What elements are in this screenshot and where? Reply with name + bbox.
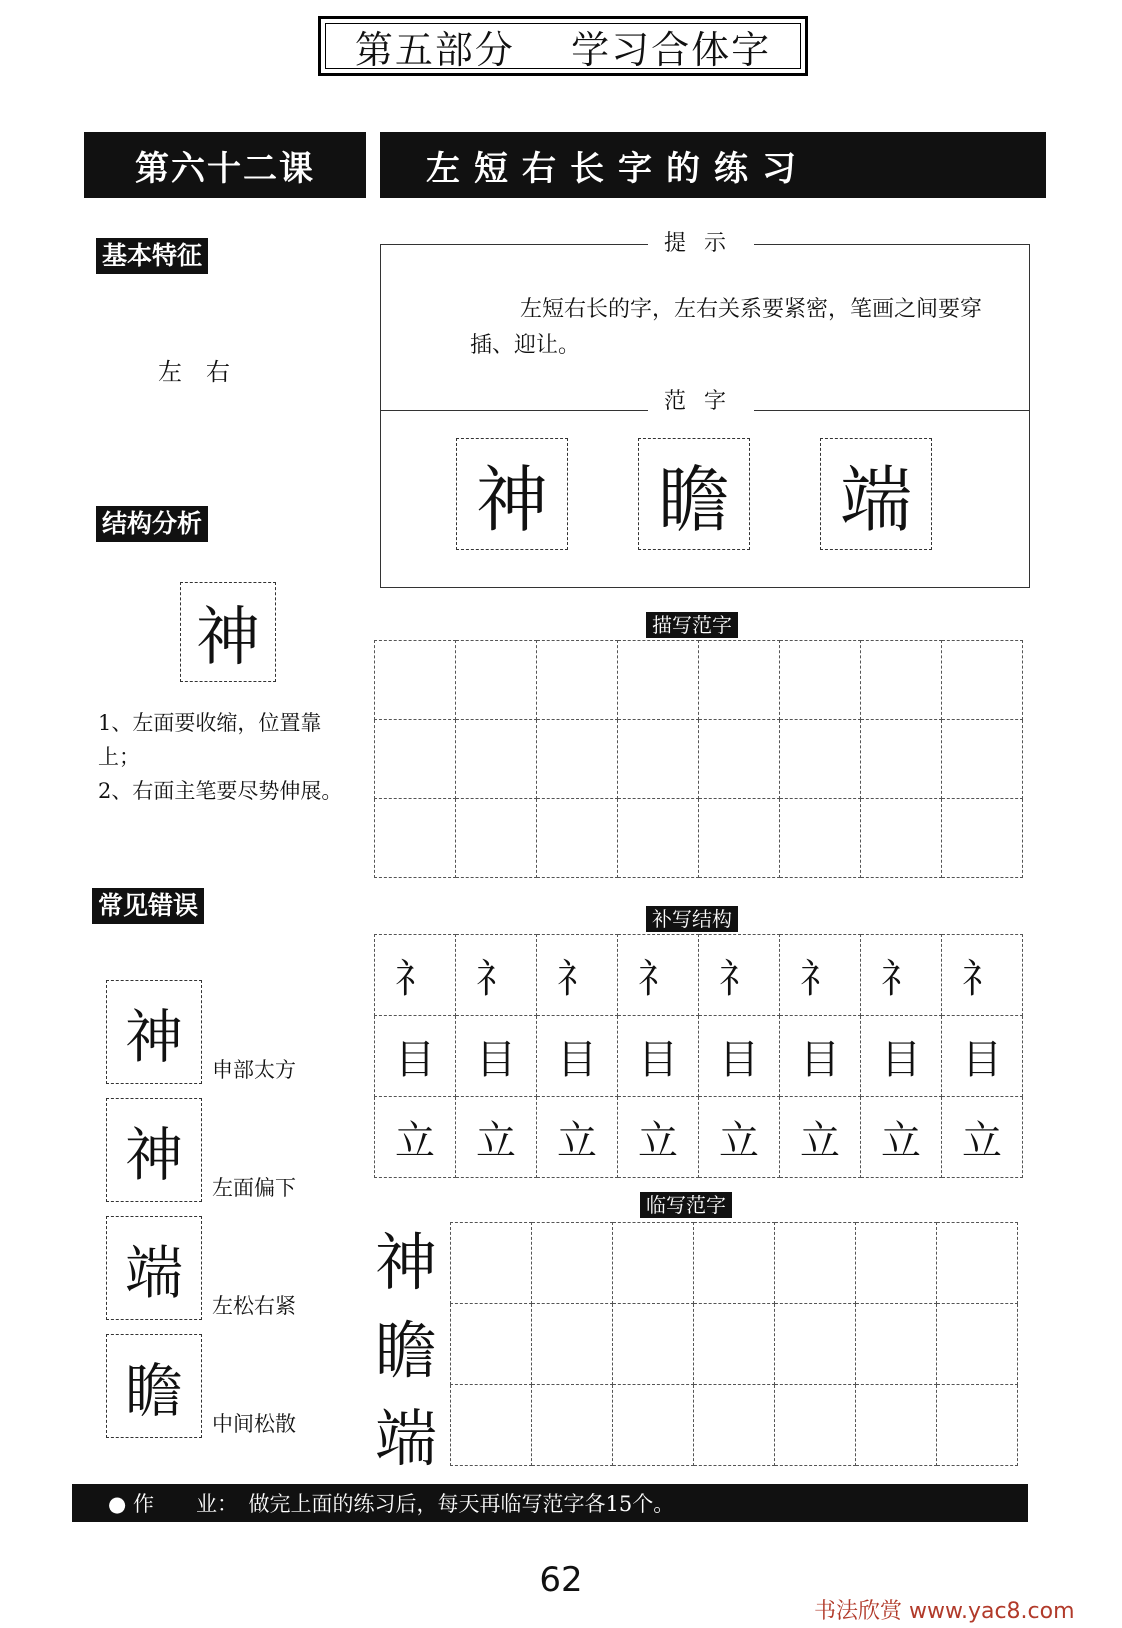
- grid-cell: [780, 799, 861, 878]
- fill-cell: 立: [942, 1097, 1023, 1178]
- grid-cell: [942, 641, 1023, 720]
- fill-cell: 立: [456, 1097, 537, 1178]
- copy-char: 瞻: [374, 1314, 437, 1387]
- structure-point-1: 1、左面要收缩，位置靠上；: [98, 711, 322, 769]
- sample-char: 神: [456, 438, 568, 550]
- grid-cell: [618, 641, 699, 720]
- fill-cell: 立: [780, 1097, 861, 1178]
- lesson-number: 第六十二课: [84, 132, 366, 198]
- fill-cell: 立: [537, 1097, 618, 1178]
- grid-cell: [937, 1223, 1018, 1304]
- copy-char: 神: [374, 1226, 437, 1299]
- grid-cell: [618, 720, 699, 799]
- page-number: 62: [539, 1560, 583, 1600]
- error-item: [106, 966, 296, 1084]
- grid-cell: [532, 1385, 613, 1466]
- grid-cell: [532, 1223, 613, 1304]
- grid-cell: [613, 1223, 694, 1304]
- grid-cell: [856, 1304, 937, 1385]
- trace-grid-label: 描写范字: [646, 612, 738, 638]
- fill-cell: 目: [861, 1016, 942, 1097]
- homework-bar: [72, 1484, 1028, 1522]
- fill-cell: 礻: [375, 935, 456, 1016]
- fill-cell: 目: [537, 1016, 618, 1097]
- fill-cell: 目: [942, 1016, 1023, 1097]
- grid-cell: [537, 720, 618, 799]
- grid-cell: [618, 799, 699, 878]
- fill-cell: 目: [780, 1016, 861, 1097]
- grid-cell: [613, 1385, 694, 1466]
- structure-point-2: 2、右面主笔要尽势伸展。: [98, 779, 343, 803]
- grid-cell: [861, 720, 942, 799]
- grid-cell: [375, 799, 456, 878]
- sample-caption: 范字: [648, 384, 754, 415]
- grid-cell: [861, 641, 942, 720]
- part-header-box: [318, 16, 808, 76]
- grid-cell: [780, 641, 861, 720]
- section-common-errors: 常见错误: [92, 888, 204, 924]
- grid-cell: [375, 720, 456, 799]
- grid-cell: [937, 1385, 1018, 1466]
- hint-text: 左短右长的字，左右关系要紧密，笔画之间要穿插、迎让。: [470, 297, 983, 358]
- error-item: [106, 1320, 296, 1438]
- error-item: [106, 1084, 296, 1202]
- fill-cell: 立: [861, 1097, 942, 1178]
- sample-char: 端: [820, 438, 932, 550]
- grid-cell: [942, 799, 1023, 878]
- hint-caption: 提示: [648, 226, 754, 257]
- fill-cell: 目: [699, 1016, 780, 1097]
- grid-cell: [942, 720, 1023, 799]
- fill-cell: 目: [618, 1016, 699, 1097]
- fill-grid-label: 补写结构: [646, 906, 738, 932]
- copy-grid-label: 临写范字: [640, 1192, 732, 1218]
- grid-cell: [694, 1385, 775, 1466]
- copy-chars: [374, 1222, 438, 1480]
- part-title: 第五部分 学习合体字: [354, 27, 772, 72]
- fill-cell: 礻: [942, 935, 1023, 1016]
- lesson-title: 左短右长字的练习: [380, 132, 1046, 198]
- section-structure: 结构分析: [96, 506, 208, 542]
- fill-cell: 礻: [780, 935, 861, 1016]
- grid-cell: [456, 799, 537, 878]
- grid-cell: [375, 641, 456, 720]
- structure-points: [98, 706, 348, 808]
- grid-cell: [694, 1304, 775, 1385]
- trace-grid: [374, 640, 1023, 878]
- error-note: 中间松散: [212, 1412, 296, 1436]
- grid-cell: [699, 720, 780, 799]
- grid-cell: [861, 799, 942, 878]
- error-note: 申部太方: [212, 1058, 296, 1082]
- grid-cell: [456, 720, 537, 799]
- grid-cell: [699, 641, 780, 720]
- grid-cell: [451, 1223, 532, 1304]
- fill-cell: 礻: [537, 935, 618, 1016]
- grid-cell: [775, 1385, 856, 1466]
- grid-cell: [532, 1304, 613, 1385]
- error-char: 瞻: [106, 1334, 202, 1438]
- error-char: 神: [106, 1098, 202, 1202]
- homework-text: ● 作 业： 做完上面的练习后，每天再临写范字各15个。: [108, 1492, 675, 1516]
- grid-cell: [456, 641, 537, 720]
- grid-cell: [856, 1223, 937, 1304]
- grid-cell: [694, 1223, 775, 1304]
- grid-cell: [451, 1304, 532, 1385]
- grid-cell: [537, 799, 618, 878]
- watermark: 书法欣赏 www.yac8.com: [814, 1599, 1075, 1624]
- fill-cell: 礻: [618, 935, 699, 1016]
- copy-char: 端: [374, 1402, 437, 1475]
- fill-cell: 立: [375, 1097, 456, 1178]
- fill-cell: 立: [618, 1097, 699, 1178]
- grid-cell: [856, 1385, 937, 1466]
- fill-cell: 立: [699, 1097, 780, 1178]
- error-list: [106, 966, 296, 1438]
- grid-cell: [451, 1385, 532, 1466]
- grid-cell: [775, 1304, 856, 1385]
- sample-char: 瞻: [638, 438, 750, 550]
- fill-grid: [374, 934, 1023, 1178]
- grid-cell: [613, 1304, 694, 1385]
- fill-cell: 目: [456, 1016, 537, 1097]
- grid-cell: [780, 720, 861, 799]
- grid-cell: [699, 799, 780, 878]
- error-item: [106, 1202, 296, 1320]
- grid-cell: [537, 641, 618, 720]
- sample-chars: [456, 438, 932, 550]
- structure-char: 神: [180, 582, 276, 682]
- basic-feature-text: 左 右: [158, 358, 230, 386]
- copy-grid: [450, 1222, 1018, 1466]
- error-note: 左松右紧: [212, 1294, 296, 1318]
- fill-cell: 礻: [861, 935, 942, 1016]
- fill-cell: 礻: [456, 935, 537, 1016]
- error-char: 端: [106, 1216, 202, 1320]
- grid-cell: [937, 1304, 1018, 1385]
- grid-cell: [775, 1223, 856, 1304]
- error-char: 神: [106, 980, 202, 1084]
- fill-cell: 目: [375, 1016, 456, 1097]
- fill-cell: 礻: [699, 935, 780, 1016]
- section-basic-features: 基本特征: [96, 238, 208, 274]
- error-note: 左面偏下: [212, 1176, 296, 1200]
